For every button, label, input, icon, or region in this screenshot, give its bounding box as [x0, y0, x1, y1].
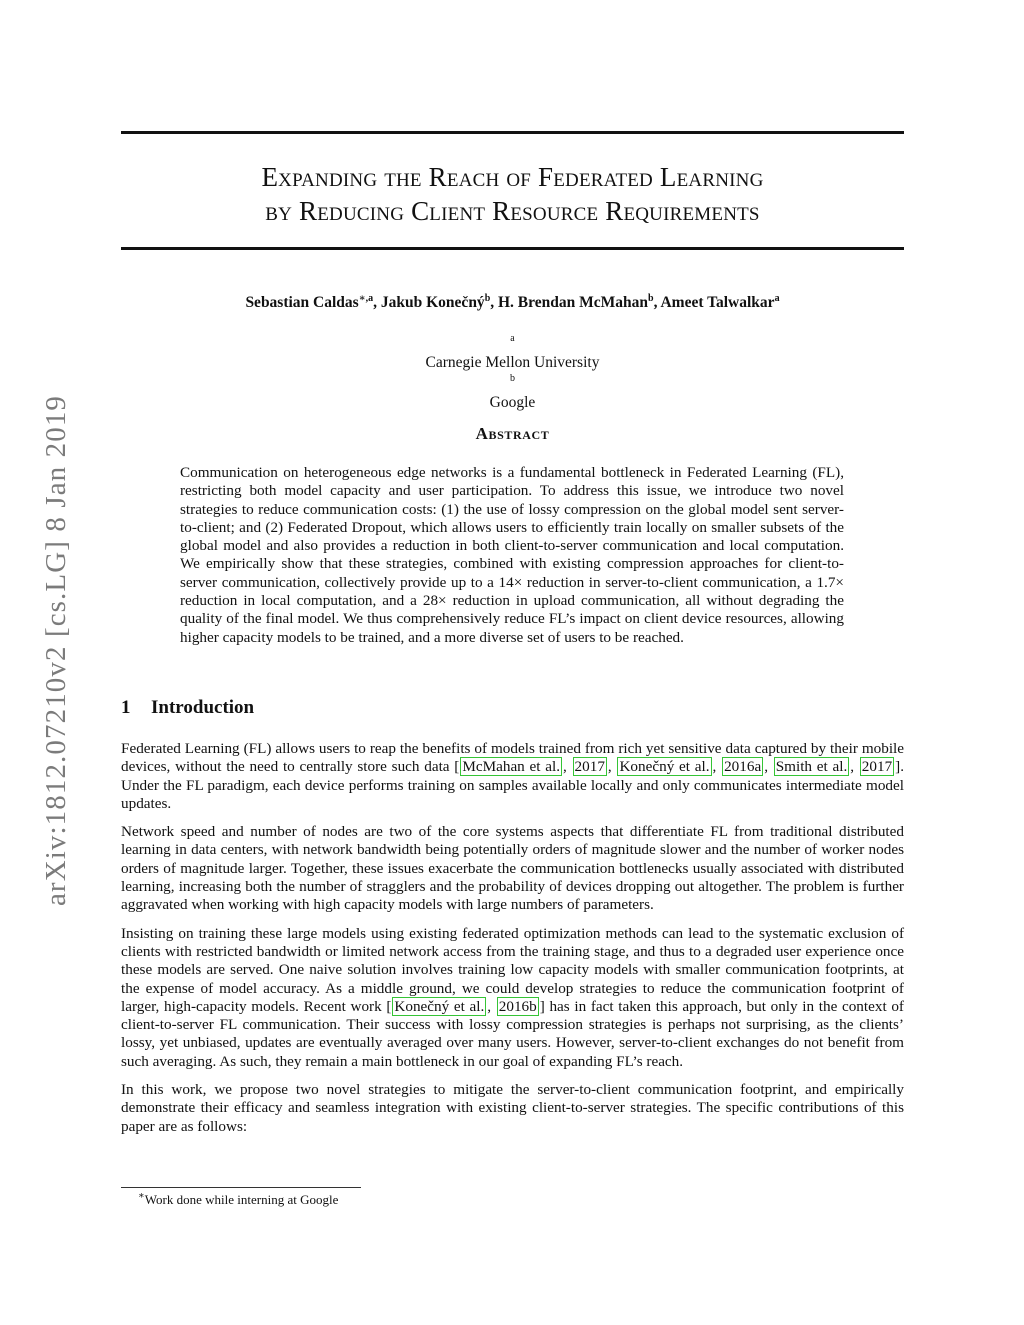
footnote-mark: ∗	[138, 1190, 145, 1202]
section-number: 1	[121, 697, 131, 718]
affiliation-name: Google	[489, 394, 536, 411]
introduction-body	[121, 740, 904, 1146]
citation-year-link[interactable]: 2016a	[724, 758, 762, 776]
paragraph-text: Insisting on training these large models using existing federated optimization methods can lead to the systematic exclusion of clients with restricted bandwidth or limited network access from the training stage, and thus to a degraded user experience once these models are served. One naive solution involves training low capacity models with smaller communication footprints, at the expense of model accuracy. As a middle ground, we could develop strategies to reduce the communication footprint of larger, high-capacity models. Recent work [	[121, 924, 904, 1015]
abstract-text: Communication on heterogeneous edge networks is a fundamental bottleneck in Federated Learning (FL), restricting both model capacity and user participation. To address this issue, we introduce two novel strategies to reduce communication costs: (1) the use of lossy compression on the global model sent server-to-client; and (2) Federated Dropout, which allows users to efficiently train locally on smaller subsets of the global model and also provides a reduction in both client-to-server communication and local computation. We empirically show that these strategies, combined with existing compression approaches for client-to-server communication, collectively provide up to a 14× reduction in server-to-client communication, a 1.7× reduction in local computation, and a 28× reduction in upload communication, all without degrading the quality of the final model. We thus comprehensively reduce FL’s impact on client device resources, allowing higher capacity models to be trained, and a more diverse set of users to be reached.	[180, 464, 844, 646]
footnote	[138, 1192, 338, 1208]
author-separator: ,	[490, 294, 498, 311]
citation-link[interactable]: McMahan et al.	[462, 758, 560, 776]
title-line-1: Expanding the Reach of Federated Learning	[261, 162, 764, 192]
abstract-heading: Abstract	[475, 424, 550, 443]
affiliation-a	[121, 333, 904, 373]
citation-year-link[interactable]: 2016b	[498, 997, 537, 1015]
author-separator: ,	[653, 294, 661, 311]
author-affil-mark: b	[648, 292, 654, 304]
author-affil-mark: ∗,a	[358, 292, 374, 304]
paragraph: In this work, we propose two novel strategies to mitigate the server-to-client communication footprint, and empirically demonstrate their efficacy and seamless integration with existing client-to-server strategies. The specific contributions of this paper are as follows:	[121, 1081, 904, 1135]
author-name: Jakub Konečný	[380, 294, 485, 311]
arxiv-identifier-text: arXiv:1812.07210v2 [cs.LG] 8 Jan 2019	[40, 394, 73, 906]
paragraph-text: ] has in fact taken this approach, but only in the context of client-to-server FL communication. Their success with lossy compression strategies is perhaps not surprising, as the clients’ lossy, yet unbiased, updates are eventually averaged over many users. However, server-to-client exchanges do not benefit from such averaging. As such, they remain a main bottleneck in our goal of expanding FL’s reach.	[121, 997, 904, 1070]
title-rule-bottom	[121, 247, 904, 250]
paragraph: Insisting on training these large models using existing federated optimization methods can lead to the systematic exclusion of clients with restricted bandwidth or limited network access from the training stage, and thus to a degraded user experience once these models are served. One naive solution involves training low capacity models with smaller communication footprints, at the expense of model accuracy. As a middle ground, we could develop strategies to reduce the communication footprint of larger, high-capacity models. Recent work [ Konečný et al. , 2016b ] has in fact taken this approach, but only in the context of client-to-server FL communication. Their success with lossy compression strategies is perhaps not surprising, as the clients’ lossy, yet unbiased, updates are eventually averaged over many users. However, server-to-client exchanges do not benefit from such averaging. As such, they remain a main bottleneck in our goal of expanding FL’s reach.	[121, 924, 904, 1070]
title-rule-top	[121, 131, 904, 134]
citation-year-link[interactable]: 2017	[574, 758, 605, 776]
author-name: Ameet Talwalkar	[660, 294, 775, 311]
author-separator: ,	[373, 294, 381, 311]
section-title: Introduction	[151, 697, 255, 718]
paragraph: Federated Learning (FL) allows users to reap the benefits of models trained from rich yet sensitive data captured by their mobile devices, without the need to centrally store such data [ McMahan et al. , 2017 , Konečný et al. , 2016a , Smith et al. , 2017 ]. Under the FL paradigm, each device performs training on samples available locally and only communicates intermediate model updates.	[121, 740, 905, 812]
citation-link[interactable]: Smith et al.	[775, 758, 848, 776]
paragraph-text: Federated Learning (FL) allows users to reap the benefits of models trained from rich yet sensitive data captured by their mobile devices, without the need to centrally store such data [	[121, 740, 904, 776]
affiliation-b	[121, 373, 904, 413]
citation-year-link[interactable]: 2017	[861, 758, 893, 776]
title-line-2: by Reducing Client Resource Requirements	[265, 196, 760, 226]
author-list	[121, 294, 904, 312]
affiliation-name: Carnegie Mellon University	[425, 354, 600, 371]
section-heading	[121, 697, 254, 719]
author-name: H. Brendan McMahan	[498, 294, 648, 311]
paper-title	[121, 160, 904, 228]
paragraph-text: ]. Under the FL paradigm, each device performs training on samples available locally and only communicates intermediate model updates.	[121, 758, 905, 812]
author-name: Sebastian Caldas	[245, 294, 359, 311]
affiliations	[121, 333, 904, 413]
author-affil-mark: a	[774, 292, 780, 304]
paragraph: Network speed and number of nodes are two of the core systems aspects that differentiate FL from traditional distributed learning in data centers, with network bandwidth being potentially orders of magnitude slower and the number of worker nodes orders of magnitude larger. Together, these issues exacerbate the communication bottlenecks usually associated with distributed learning, increasing both the number of stragglers and the probability of devices dropping out altogether. The problem is further aggravated when working with high capacity models with large numbers of parameters.	[121, 823, 904, 914]
citation-link[interactable]: Konečný et al.	[394, 997, 485, 1015]
author-affil-mark: b	[484, 292, 491, 304]
footnote-text: Work done while interning at Google	[144, 1192, 339, 1207]
affiliation-mark: a	[510, 332, 515, 344]
citation-link[interactable]: Konečný et al.	[619, 758, 710, 776]
arxiv-identifier	[26, 370, 88, 930]
affiliation-mark: b	[510, 372, 515, 384]
footnote-rule	[121, 1187, 361, 1188]
